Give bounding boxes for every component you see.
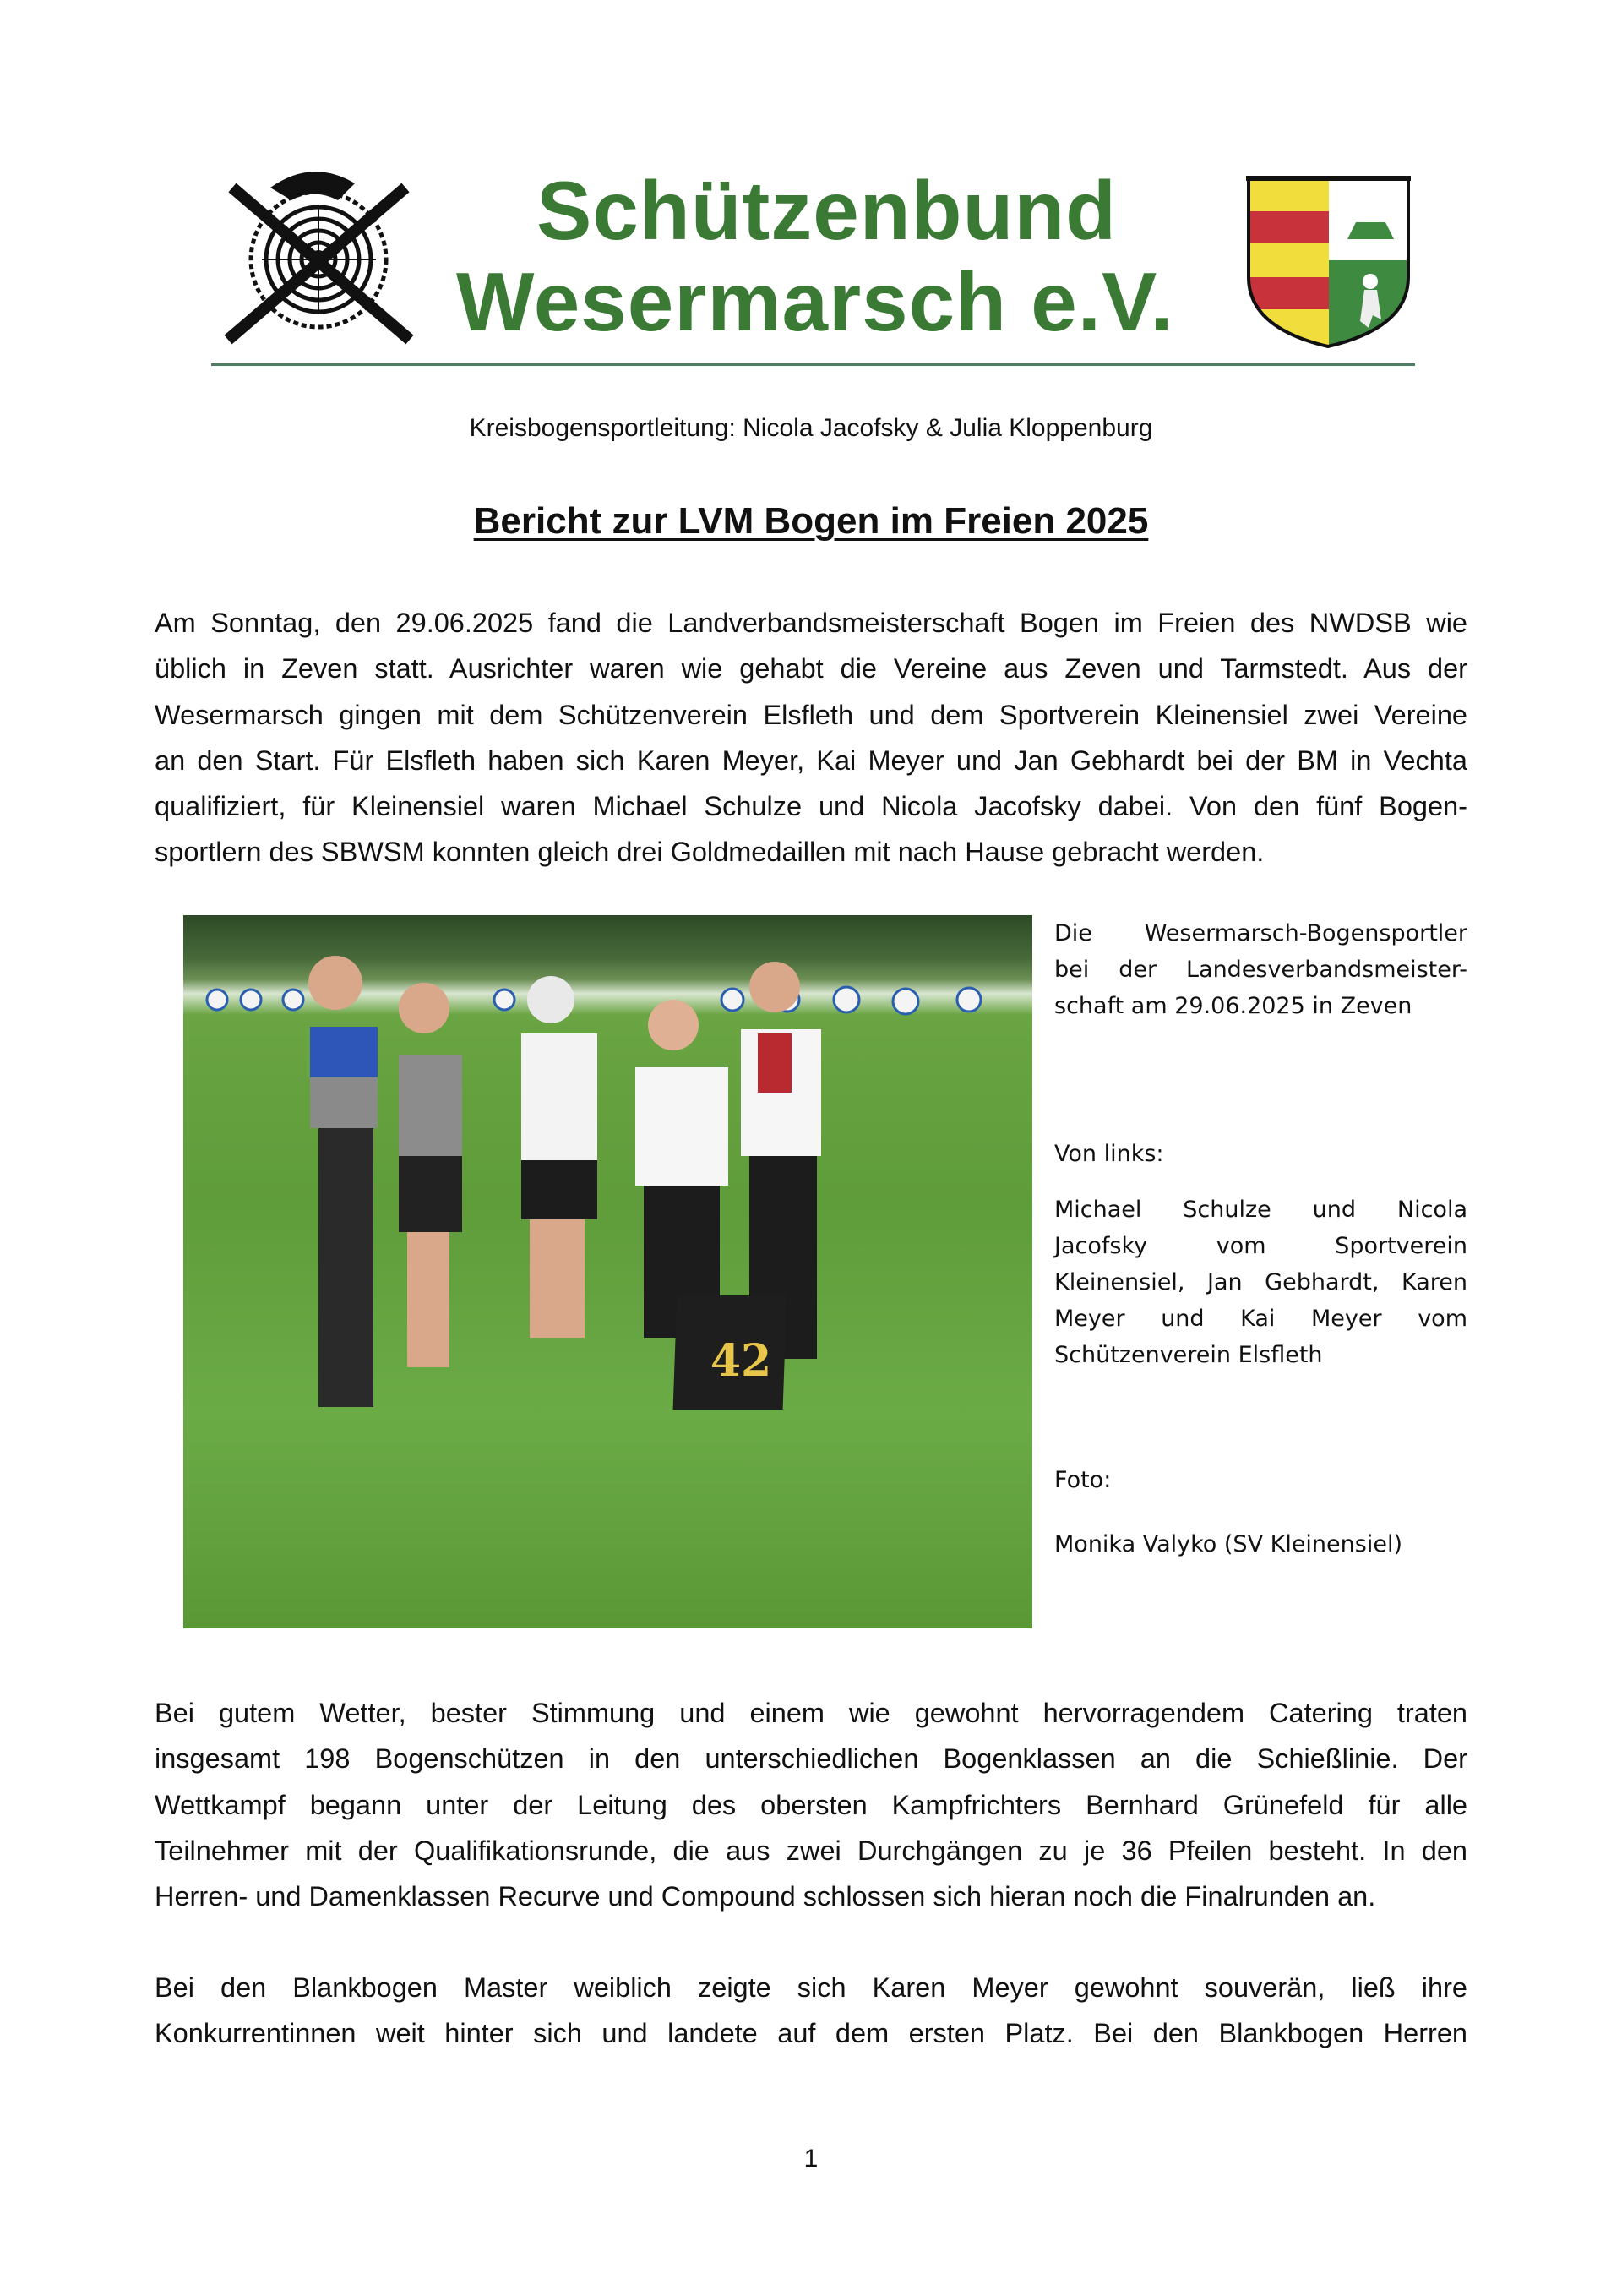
team-photo-illustration (183, 915, 1032, 1628)
text-line: an den Start. Für Elsfleth haben sich Karen Meyer, Kai Meyer und Jan Gebhardt bei der BM in Vechta (155, 744, 1467, 776)
caption-line: Jacofsky vom Sportverein (1054, 1233, 1467, 1259)
caption-foto-label: Foto: (1054, 1467, 1112, 1493)
text-line: Teilnehmer mit der Qualifikationsrunde, die aus zwei Durchgängen zu je 36 Pfeilen besteht. In den (155, 1835, 1467, 1866)
target-number: 42 (710, 1335, 772, 1387)
team-photo (183, 915, 1032, 1628)
text-line: Wettkampf begann unter der Leitung des obersten Kampfrichters Bernhard Grünefeld für alle (155, 1789, 1467, 1820)
caption-line: Meyer und Kai Meyer vom (1054, 1306, 1467, 1332)
text-line: qualifiziert, für Kleinensiel waren Michael Schulze und Nicola Jacofsky dabei. Von den fünf Bogen- (155, 791, 1467, 822)
paragraph-results (155, 1965, 1467, 2057)
brand-line-1: Schützenbund (536, 164, 1118, 257)
brand-line-2: Wesermarsch e.V. (456, 255, 1174, 348)
text-line: Bei gutem Wetter, bester Stimmung und einem wie gewohnt hervorragendem Catering traten (155, 1698, 1467, 1728)
text-line: Herren- und Damenklassen Recurve und Compound schlossen sich hieran noch die Finalrunden an. (155, 1881, 1376, 1912)
text-line: Konkurrentinnen weit hinter sich und landete auf dem ersten Platz. Bei den Blankbogen Herren (155, 2018, 1467, 2049)
paragraph-competition (155, 1690, 1467, 1919)
caption-line: bei der Landesverbandsmeister- (1054, 957, 1467, 983)
club-name-logo (456, 165, 1259, 347)
header-divider (211, 363, 1415, 366)
page-title (0, 500, 1622, 543)
text-line: Am Sonntag, den 29.06.2025 fand die Landverbandsmeisterschaft Bogen im Freien des NWDSB wie (155, 608, 1467, 638)
text-line: üblich in Zeven statt. Ausrichter waren wie gehabt die Vereine aus Zeven und Tarmstedt. Aus der (155, 653, 1467, 684)
text-line: sportlern des SBWSM konnten gleich drei Goldmedaillen mit nach Hause gebracht werden. (155, 837, 1265, 868)
wesermarsch-coat-of-arms (1246, 176, 1411, 349)
caption-line: Michael Schulze und Nicola (1054, 1197, 1467, 1223)
caption-line: schaft am 29.06.2025 in Zeven (1054, 993, 1412, 1019)
photo-caption (1054, 915, 1467, 1562)
text-line: Bei den Blankbogen Master weiblich zeigte sich Karen Meyer gewohnt souverän, ließ ihre (155, 1972, 1467, 2003)
subtitle: Kreisbogensportleitung: Nicola Jacofsky & Julia Kloppenburg (469, 414, 1153, 442)
shooting-club-emblem-logo (211, 162, 427, 352)
caption-line: Schützenverein Elsfleth (1054, 1342, 1323, 1368)
caption-von-links: Von links: (1054, 1141, 1164, 1167)
paragraph-intro (155, 600, 1467, 875)
text-line: Wesermarsch gingen mit dem Schützenverein Elsfleth und dem Sportverein Kleinensiel zwei Vereine (155, 699, 1467, 730)
page-number: 1 (803, 2145, 819, 2173)
caption-line: Kleinensiel, Jan Gebhardt, Karen (1054, 1269, 1467, 1295)
page-title-text: Bericht zur LVM Bogen im Freien 2025 (473, 500, 1149, 542)
caption-foto-credit: Monika Valyko (SV Kleinensiel) (1054, 1531, 1402, 1557)
caption-line: Die Wesermarsch-Bogensportler (1054, 920, 1467, 946)
text-line: insgesamt 198 Bogenschützen in den unterschiedlichen Bogenklassen an die Schießlinie. Der (155, 1743, 1467, 1775)
